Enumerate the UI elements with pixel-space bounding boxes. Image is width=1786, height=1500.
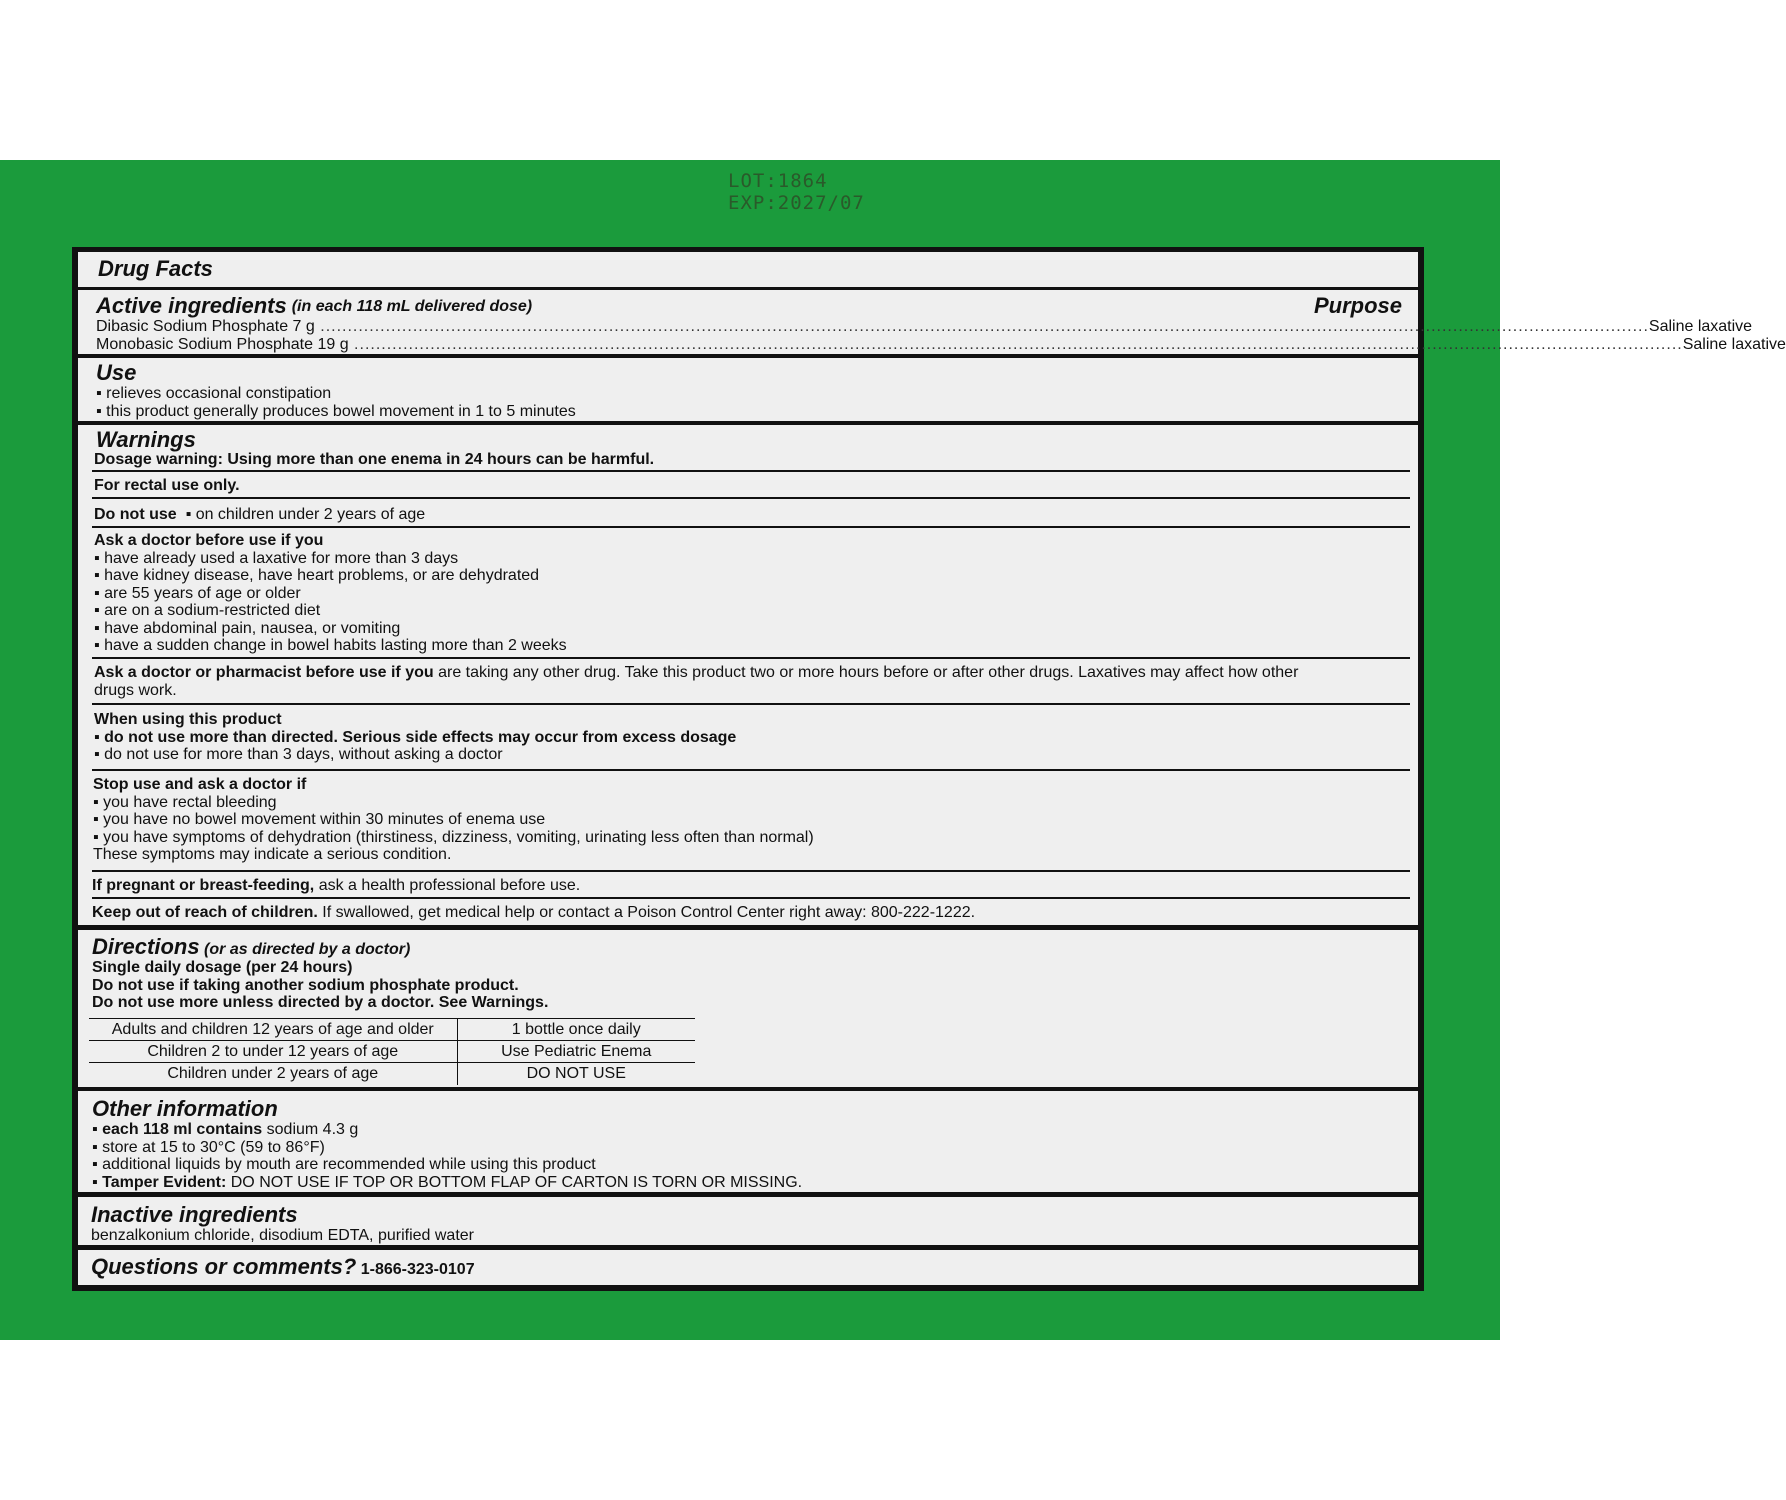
ask-pharmacist-text: are taking any other drug. Take this product two or more hours before or after other drugs. Laxatives may affect how other	[433, 664, 1299, 681]
other-item: store at 15 to 30°C (59 to 86°F)	[102, 1138, 325, 1156]
inactive-heading: Inactive ingredients	[91, 1202, 298, 1227]
other-information-section: Other information ▪ each 118 ml contains sodium 4.3 g ▪ store at 15 to 30°C (59 to 86°F) ▪ additional liquids by mouth are recommended while using this product ▪ Tamper Evident: DO NOT USE IF TOP OR BOTTOM FLAP OF CARTON IS TORN OR MISSING.	[78, 1091, 1418, 1192]
list-item: have abdominal pain, nausea, or vomiting	[104, 619, 401, 637]
dose: DO NOT USE	[526, 1064, 626, 1082]
ask-doctor-block: Ask a doctor before use if you ▪ have already used a laxative for more than 3 days ▪ have kidney disease, have heart problems, or are dehydrated ▪ are 55 years of age or older ▪ are on a sodium-restricted diet ▪ have abdominal pain, nausea, or vomiting ▪ have a sudden change in bowel habits lasting more than 2 weeks	[94, 532, 567, 654]
age-group: Adults and children 12 years of age and older	[89, 1019, 457, 1041]
keep-out-label: Keep out of reach of children.	[92, 904, 318, 921]
directions-line: Single daily dosage (per 24 hours)	[92, 959, 353, 976]
ingredient-row	[96, 335, 1786, 354]
ingredient-name: Monobasic Sodium Phosphate 19 g	[96, 335, 349, 353]
lot-number: LOT:1864	[728, 170, 828, 192]
divider	[92, 472, 1410, 499]
list-item: do not use more than directed. Serious side effects may occur from excess dosage	[104, 728, 737, 746]
purpose-heading: Purpose	[1313, 293, 1402, 318]
lot-exp-stamp	[728, 170, 865, 214]
use-section: Use ▪ relieves occasional constipation ▪ this product generally produces bowel movement in 1 to 5 minutes	[78, 358, 1418, 421]
ingredient-purpose: Saline laxative	[1682, 335, 1786, 353]
stop-use-heading: Stop use and ask a doctor if	[93, 776, 307, 793]
active-note: (in each 118 mL delivered dose)	[291, 298, 533, 315]
divider	[92, 659, 1410, 705]
use-heading: Use	[96, 360, 137, 385]
divider	[92, 499, 1410, 528]
ingredient-purpose: Saline laxative	[1648, 318, 1753, 335]
do-not-use-text: on children under 2 years of age	[195, 506, 426, 523]
rectal-use: For rectal use only.	[94, 477, 240, 494]
list-item: you have rectal bleeding	[103, 793, 277, 811]
drug-facts-title: Drug Facts	[98, 256, 213, 281]
drug-facts-panel	[72, 247, 1786, 1291]
list-item: are 55 years of age or older	[104, 584, 301, 602]
list-item: have a sudden change in bowel habits lasting more than 2 weeks	[104, 637, 567, 654]
divider	[92, 705, 1410, 771]
list-item: are on a sodium-restricted diet	[104, 602, 321, 619]
ask-pharmacist-label: Ask a doctor or pharmacist before use if you	[94, 664, 434, 681]
other-item-text: DO NOT USE IF TOP OR BOTTOM FLAP OF CARTON IS TORN OR MISSING.	[226, 1173, 803, 1191]
divider	[92, 528, 1410, 659]
ask-pharmacist-text-cont: drugs work.	[94, 681, 177, 699]
directions-note: (or as directed by a doctor)	[204, 941, 411, 958]
divider	[92, 872, 1410, 899]
dose: 1 bottle once daily	[457, 1019, 695, 1041]
divider	[92, 771, 1410, 872]
dose: Use Pediatric Enema	[457, 1041, 695, 1063]
other-item: additional liquids by mouth are recommended while using this product	[102, 1156, 596, 1173]
table-row	[89, 1063, 695, 1085]
list-item: you have no bowel movement within 30 minutes of enema use	[103, 811, 546, 828]
table-row	[89, 1041, 695, 1063]
questions-section	[78, 1250, 1418, 1285]
dosage-table	[89, 1018, 695, 1085]
age-group: Children 2 to under 12 years of age	[89, 1041, 457, 1063]
divider	[92, 425, 1410, 472]
active-heading: Active ingredients	[96, 293, 287, 318]
other-item-text: sodium 4.3 g	[262, 1121, 359, 1138]
questions-heading: Questions or comments?	[91, 1254, 357, 1279]
pregnancy-text: ask a health professional before use.	[314, 877, 581, 894]
expiry-date: EXP:2027/07	[728, 192, 865, 214]
ingredient-row	[96, 318, 1753, 336]
list-item: you have symptoms of dehydration (thirstiness, dizziness, vomiting, urinating less often than normal)	[103, 828, 814, 846]
warnings-section: Warnings Dosage warning: Using more than one enema in 24 hours can be harmful. For rectal use only. Do not use ▪ on children under 2 years of age Ask a doctor before use if you ▪ have already used a laxative for more than 3 days ▪ have kidney disease, have heart problems, or are dehydrated ▪ are 55 years of age or older ▪ are on a sodium-restricted diet ▪ have abdominal pain, nausea, or vomiting ▪ have a sudden change in bowel habits lasting more than 2 weeks Ask a doctor or pharmacist before use if you are taking any other drug. Take this product two or more hours before or after other drugs. Laxatives may affect how other drugs work. When using this product ▪ do not use more than directed. Serious side effects may occur from excess dosage ▪ do not use for more than 3 days, without asking a doctor Stop use and ask a doctor if ▪ you have rectal bleeding ▪ you have no bowel movement within 30 minutes of enema use ▪ you have symptoms of dehydration (thirstiness, dizziness, vomiting, urinating less often than normal) These symptoms may indicate a serious condition. If pregnant or breast-feeding, ask a health professional before use. Keep out of reach of children. If swallowed, get medical help or contact a Poison Control Center right away: 800-222-1222.	[78, 425, 1418, 925]
do-not-use-label: Do not use	[94, 506, 177, 523]
use-item: this product generally produces bowel movement in 1 to 5 minutes	[106, 402, 576, 420]
pregnancy-label: If pregnant or breast-feeding,	[92, 877, 315, 894]
directions-line: Do not use more unless directed by a doctor. See Warnings.	[92, 994, 549, 1011]
questions-phone: 1-866-323-0107	[360, 1261, 475, 1278]
warnings-heading: Warnings	[96, 427, 196, 452]
active-ingredients-section	[78, 290, 1786, 354]
ingredient-name: Dibasic Sodium Phosphate 7 g	[96, 318, 315, 335]
leader-dots: ....................................................................................................................................................................................................................................................	[314, 318, 1649, 335]
dosage-warning: Dosage warning: Using more than one enema in 24 hours can be harmful.	[94, 451, 655, 468]
stop-use-note: These symptoms may indicate a serious condition.	[93, 846, 452, 863]
leader-dots: ....................................................................................................................................................................................................................................................	[348, 335, 1683, 353]
other-item-label: each 118 ml contains	[102, 1121, 263, 1138]
use-item: relieves occasional constipation	[106, 385, 332, 402]
when-using-block: When using this product ▪ do not use more than directed. Serious side effects may occur from excess dosage ▪ do not use for more than 3 days, without asking a doctor	[94, 711, 737, 763]
keep-out-text: If swallowed, get medical help or contact a Poison Control Center right away: 800-222-1222.	[317, 904, 976, 921]
when-using-heading: When using this product	[94, 711, 282, 728]
age-group: Children under 2 years of age	[89, 1063, 457, 1085]
inactive-text: benzalkonium chloride, disodium EDTA, purified water	[91, 1227, 474, 1244]
drug-facts-title-section	[78, 252, 1418, 287]
list-item: do not use for more than 3 days, without asking a doctor	[104, 746, 503, 763]
directions-heading: Directions	[92, 934, 200, 959]
directions-section	[78, 930, 1418, 1087]
list-item: have kidney disease, have heart problems, or are dehydrated	[104, 567, 540, 584]
other-heading: Other information	[92, 1096, 278, 1121]
inactive-ingredients-section	[78, 1197, 1418, 1245]
other-item-label: Tamper Evident:	[102, 1173, 227, 1191]
ask-doctor-heading: Ask a doctor before use if you	[94, 532, 324, 549]
stop-use-block: Stop use and ask a doctor if ▪ you have rectal bleeding ▪ you have no bowel movement within 30 minutes of enema use ▪ you have symptoms of dehydration (thirstiness, dizziness, vomiting, urinating less often than normal) These symptoms may indicate a serious condition.	[93, 776, 814, 863]
directions-line: Do not use if taking another sodium phosphate product.	[92, 976, 519, 994]
list-item: have already used a laxative for more than 3 days	[104, 549, 459, 567]
table-row	[89, 1019, 695, 1041]
